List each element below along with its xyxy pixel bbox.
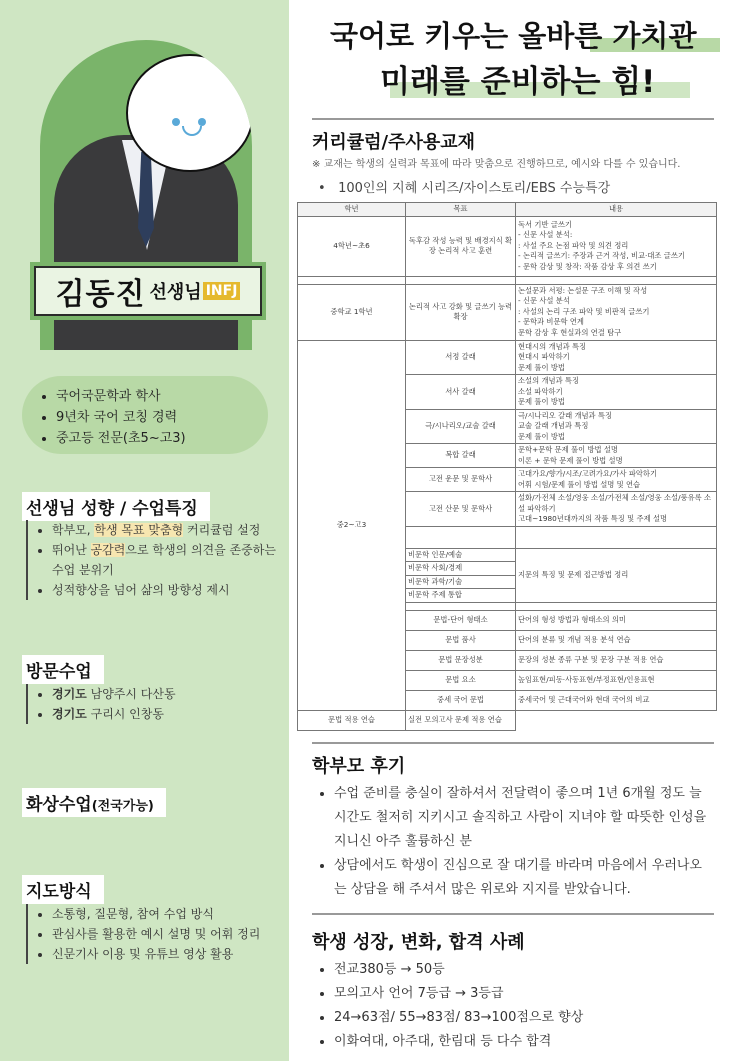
goal-cell: 비문학 과학/기술 [406,575,516,589]
profile-item: • 중고등 전문(초5~고3) [56,428,268,449]
method-item: • 소통형, 질문형, 참여 수업 방식 [52,904,286,924]
online-section-title: 화상수업(전국가능) [22,788,166,817]
visit-list [26,684,276,724]
style-section-title: 선생님 성향 / 수업특징 [22,492,210,521]
goal-cell: 서사 갈래 [406,375,516,410]
grade-cell: 4학년~초6 [298,216,406,276]
eye-left [172,118,180,126]
review-item: • 상담에서도 학생이 진심으로 잘 대기를 바라며 마음에서 우러나오는 상담을 해 주셔서 많은 위로와 지지를 받았습니다. [334,854,714,902]
content-cell: 극/시나리오 갈래 개념과 특징 교술 갈래 개념과 특징 문제 풀이 방법 [516,409,717,444]
divider [312,118,714,120]
visit-section-title: 방문수업 [22,655,104,684]
goal-cell: 문법 품사 [406,630,516,650]
headline-line1: 국어로 키우는 올바른 가치관 [330,19,697,53]
curriculum-title: 커리큘럼/주사용교재 [312,132,476,153]
header-content: 내용 [516,203,717,217]
goal-cell: 독후감 작성 능력 및 배경지식 확장 논리적 사고 훈련 [406,216,516,276]
method-section-title: 지도방식 [22,875,104,904]
teacher-name: 김동진 [55,277,146,312]
name-badge [30,262,266,320]
content-cell: 소설의 개념과 특징 소설 파악하기 문제 풀이 방법 [516,375,717,410]
goal-cell: 문법 적용 연습 [298,710,406,730]
divider [312,742,714,744]
headline-line2: 미래를 준비하는 힘! [380,64,656,100]
books-line: • 100인의 지혜 시리즈/자이스토리/EBS 수능특강 [318,181,611,196]
divider [312,913,714,915]
curriculum-table [297,202,717,731]
result-item: • 24→63점/ 55→83점/ 83→100점으로 향상 [334,1006,714,1030]
goal-cell: 복합 갈래 [406,444,516,468]
grade-cell: 중2~고3 [298,340,406,710]
goal-cell: 문법 요소 [406,670,516,690]
goal-cell: 극/시나리오/교술 갈래 [406,409,516,444]
goal-cell: 고전 산문 및 문학사 [406,492,516,527]
header-grade: 학년 [298,203,406,217]
teacher-title: 선생님 [149,282,202,303]
curriculum-note: ※ 교재는 학생의 실력과 목표에 따라 맞춤으로 진행하므로, 예시와 다를 수 있습니다. [312,159,681,170]
goal-cell: 서정 갈래 [406,340,516,375]
result-item: • 이화여대, 아주대, 한림대 등 다수 합격 [334,1030,714,1054]
profile-summary [22,376,268,454]
goal-cell: 문법-단어 형태소 [406,610,516,630]
goal-cell: 비문학 사회/경제 [406,562,516,576]
header-goal: 목표 [406,203,516,217]
method-list [26,904,286,964]
goal-cell: 논리적 사고 강화 및 글쓰기 능력 확장 [406,284,516,340]
results-list [318,958,714,1054]
face-cover-icon [126,54,252,172]
review-list [318,782,714,902]
content-cell: 높임표현/피동·사동표현/부정표현/인용표현 [516,670,717,690]
content-cell: 실전 모의고사 문제 적용 연습 [406,710,516,730]
content-cell: 문장의 성분 종류 구분 및 문장 구분 적용 연습 [516,650,717,670]
result-item: • 전교380등 → 50등 [334,958,714,982]
visit-item: • 경기도 남양주시 다산동 [52,684,276,704]
style-item: • 성적향상을 넘어 삶의 방향성 제시 [52,580,284,600]
content-cell: 문학+문학 문제 풀이 방법 설명 이론 + 문학 문제 풀이 방법 설명 [516,444,717,468]
content-cell: 독서 기반 글쓰기 - 신문 사설 분석: : 사설 주요 논점 파악 및 의견 정리 - 논리적 글쓰기: 주장과 근거 작성, 비교·대조 글쓰기 - 문학 감상 및 창작: 작품 감상 후 의견 쓰기 [516,216,717,276]
profile-item: • 9년차 국어 코칭 경력 [56,407,268,428]
mbti-badge: INFJ [203,282,241,300]
method-item: • 신문기사 이용 및 유튜브 영상 활용 [52,944,286,964]
goal-cell: 문법 문장성분 [406,650,516,670]
review-item: • 수업 준비를 충실이 잘하셔서 전달력이 좋으며 1년 6개월 정도 늘 시간도 철저히 지키시고 솔직하고 사람이 지녀야 할 따뜻한 인성을 지니신 아주 훌륭하신 분 [334,782,714,854]
mouth [182,126,202,136]
content-cell: 현대시의 개념과 특징 현대시 파악하기 문제 풀이 방법 [516,340,717,375]
content-cell: 설화/가전체 소설/영웅 소설/가전체 소설/영웅 소설/풍유록 소설 파악하기 고대~1980년대까지의 작품 특징 및 주제 설명 [516,492,717,527]
content-cell: 단어의 형성 방법과 형태소의 의미 [516,610,717,630]
goal-cell: 비문학 주제 통합 [406,589,516,603]
left-panel [0,0,289,1061]
content-cell: 단어의 분류 및 개념 적용 분석 연습 [516,630,717,650]
content-cell: 지문의 특징 및 문제 접근방법 정리 [516,548,717,602]
method-item: • 관심사를 활용한 예시 설명 및 어휘 정리 [52,924,286,944]
style-item: • 뛰어난 공감력으로 학생의 의견을 존중하는 수업 분위기 [52,540,284,580]
content-cell: 고대가요/향가/시조/고려가요/가사 파악하기 어휘 시험/문제 풀이 방법 설명 및 연습 [516,468,717,492]
eye-right [198,118,206,126]
results-title: 학생 성장, 변화, 합격 사례 [312,932,525,953]
review-title: 학부모 후기 [312,756,406,777]
style-item: • 학부모, 학생 목표 맞춤형 커리큘럼 설정 [52,520,284,540]
grade-cell: 중학교 1학년 [298,284,406,340]
content-cell: 중세국어 및 근대국어와 현대 국어의 비교 [516,690,717,710]
goal-cell: 비문학 인문/예술 [406,548,516,562]
result-item: • 모의고사 언어 7등급 → 3등급 [334,982,714,1006]
goal-cell: 고전 운문 및 문학사 [406,468,516,492]
goal-cell: 중세 국어 문법 [406,690,516,710]
content-cell: 논설문과 서평: 논설문 구조 이해 및 작성 - 신문 사설 분석 : 사설의 논리 구조 파악 및 비판적 글쓰기 - 문학과 비문학 연계 문학 감상 후 현실과의 연결 탐구 [516,284,717,340]
profile-item: • 국어국문학과 학사 [56,386,268,407]
visit-item: • 경기도 구리시 인창동 [52,704,276,724]
style-list [26,520,284,600]
